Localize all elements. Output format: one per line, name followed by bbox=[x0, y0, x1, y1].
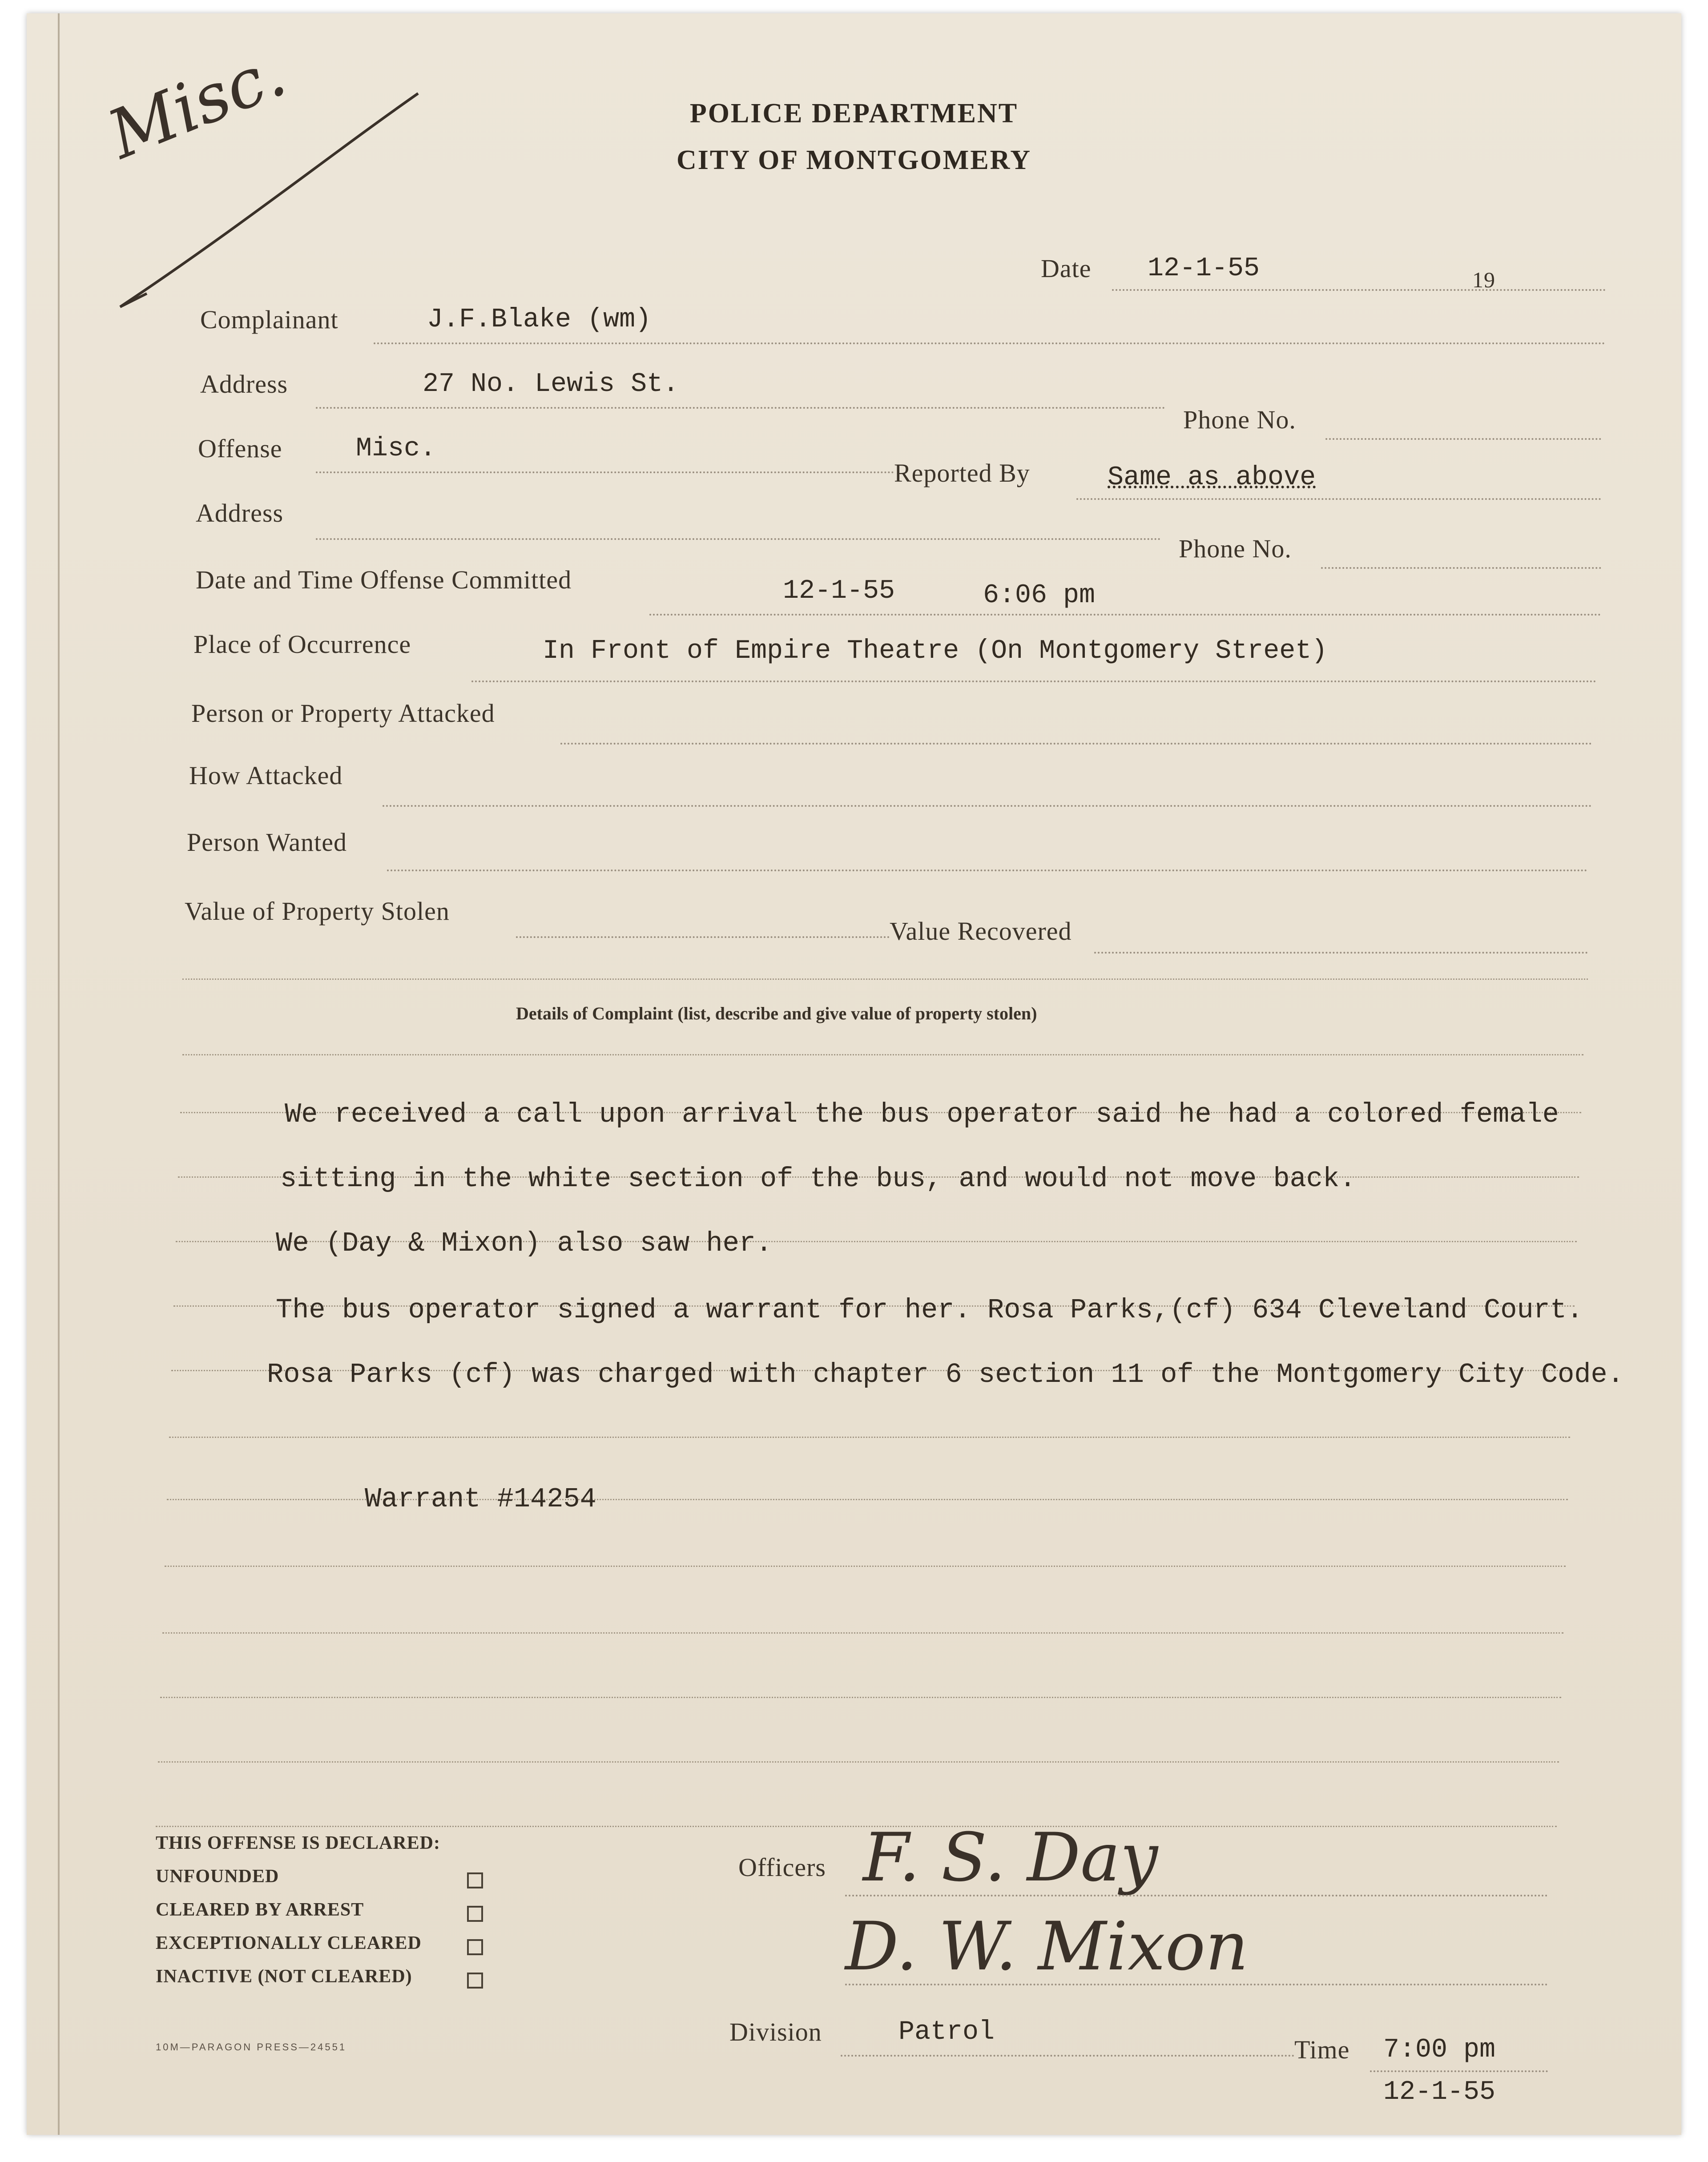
corner-note-misc: Misc. bbox=[98, 34, 296, 174]
person-attacked-label: Person or Property Attacked bbox=[191, 699, 495, 728]
details-rule-9 bbox=[165, 1566, 1566, 1567]
person-wanted-label: Person Wanted bbox=[187, 828, 347, 857]
address-value: 27 No. Lewis St. bbox=[423, 369, 679, 399]
details-top-rule bbox=[182, 978, 1588, 980]
division-label: Division bbox=[729, 2017, 822, 2046]
time-date-value: 12-1-55 bbox=[1383, 2077, 1496, 2107]
left-margin-line bbox=[58, 13, 60, 2135]
complainant-line bbox=[374, 342, 1606, 344]
how-attacked-line bbox=[383, 805, 1592, 807]
details-line-1: We received a call upon arrival the bus operator said he had a colored female bbox=[285, 1099, 1559, 1130]
offense-line bbox=[316, 471, 894, 473]
declaration-option-unfounded: UNFOUNDED bbox=[156, 1866, 279, 1887]
reported-by-value: Same as above bbox=[1108, 463, 1316, 493]
phone-label: Phone No. bbox=[1183, 405, 1296, 434]
declaration-option-cleared: CLEARED BY ARREST bbox=[156, 1900, 364, 1920]
division-line bbox=[841, 2055, 1294, 2057]
details-rule-13 bbox=[156, 1826, 1557, 1827]
how-attacked-label: How Attacked bbox=[189, 761, 343, 790]
printer-imprint: 10M—PARAGON PRESS—24551 bbox=[156, 2041, 347, 2053]
date-committed-value: 12-1-55 bbox=[783, 576, 895, 606]
details-rule-10 bbox=[162, 1632, 1563, 1634]
reported-by-label: Reported By bbox=[894, 459, 1030, 487]
complainant-value: J.F.Blake (wm) bbox=[427, 305, 652, 335]
date-time-line bbox=[649, 614, 1601, 616]
officers-line-2 bbox=[845, 1984, 1548, 1985]
details-line-4: The bus operator signed a warrant for her. Rosa Parks,(cf) 634 Cleveland Court. bbox=[276, 1294, 1583, 1326]
unfounded-checkbox[interactable] bbox=[467, 1872, 483, 1888]
place-line bbox=[471, 680, 1597, 682]
officer-signature-mixon: D. W. Mixon bbox=[845, 1908, 1249, 1985]
address2-line bbox=[316, 538, 1161, 540]
police-report-page bbox=[27, 13, 1681, 2135]
value-stolen-line bbox=[516, 936, 890, 938]
details-rule-12 bbox=[158, 1761, 1559, 1763]
date-century: 19 bbox=[1472, 267, 1495, 292]
reported-by-line bbox=[1076, 498, 1601, 500]
officers-line-1 bbox=[845, 1895, 1548, 1896]
time-committed-value: 6:06 pm bbox=[983, 580, 1096, 611]
header-department: POLICE DEPARTMENT bbox=[689, 98, 1019, 129]
offense-value: Misc. bbox=[356, 434, 436, 464]
time-value: 7:00 pm bbox=[1383, 2035, 1496, 2065]
details-line-3: We (Day & Mixon) also saw her. bbox=[276, 1228, 773, 1259]
offense-label: Offense bbox=[198, 434, 282, 463]
declaration-title: THIS OFFENSE IS DECLARED: bbox=[156, 1833, 440, 1853]
value-recovered-label: Value Recovered bbox=[890, 917, 1072, 946]
details-line-5: Rosa Parks (cf) was charged with chapter 6 section 11 of the Montgomery City Code. bbox=[267, 1359, 1624, 1390]
date-label: Date bbox=[1041, 254, 1092, 283]
warrant-number: Warrant #14254 bbox=[365, 1483, 596, 1515]
details-rule-7 bbox=[169, 1437, 1570, 1438]
cleared-by-arrest-checkbox[interactable] bbox=[467, 1906, 483, 1922]
place-label: Place of Occurrence bbox=[193, 630, 411, 659]
inactive-checkbox[interactable] bbox=[467, 1973, 483, 1989]
phone-line bbox=[1325, 438, 1601, 440]
phone2-label: Phone No. bbox=[1179, 534, 1292, 563]
header-city: CITY OF MONTGOMERY bbox=[676, 145, 1032, 175]
address-line bbox=[316, 407, 1165, 409]
phone2-line bbox=[1321, 567, 1601, 569]
details-rule-1 bbox=[182, 1054, 1583, 1055]
time-line bbox=[1370, 2070, 1548, 2072]
time-label: Time bbox=[1294, 2035, 1350, 2064]
address-label: Address bbox=[200, 370, 288, 399]
declaration-option-inactive: INACTIVE (NOT CLEARED) bbox=[156, 1966, 412, 1987]
value-stolen-label: Value of Property Stolen bbox=[185, 897, 450, 926]
exceptionally-cleared-checkbox[interactable] bbox=[467, 1939, 483, 1955]
complainant-label: Complainant bbox=[200, 305, 338, 334]
details-heading: Details of Complaint (list, describe and give value of property stolen) bbox=[516, 1003, 1037, 1023]
person-attacked-line bbox=[560, 743, 1592, 745]
declaration-option-exceptional: EXCEPTIONALLY CLEARED bbox=[156, 1933, 422, 1953]
details-rule-11 bbox=[160, 1697, 1561, 1698]
value-recovered-line bbox=[1094, 952, 1588, 954]
details-line-2: sitting in the white section of the bus, and would not move back. bbox=[280, 1163, 1356, 1195]
officers-label: Officers bbox=[738, 1853, 826, 1882]
date-underline bbox=[1112, 289, 1606, 291]
date-time-label: Date and Time Offense Committed bbox=[196, 565, 572, 594]
place-value: In Front of Empire Theatre (On Montgomery Street) bbox=[543, 636, 1328, 666]
officer-signature-day: F. S. Day bbox=[863, 1819, 1158, 1896]
date-value: 12-1-55 bbox=[1148, 254, 1260, 284]
person-wanted-line bbox=[387, 870, 1588, 871]
address2-label: Address bbox=[196, 499, 284, 527]
division-value: Patrol bbox=[898, 2017, 995, 2047]
